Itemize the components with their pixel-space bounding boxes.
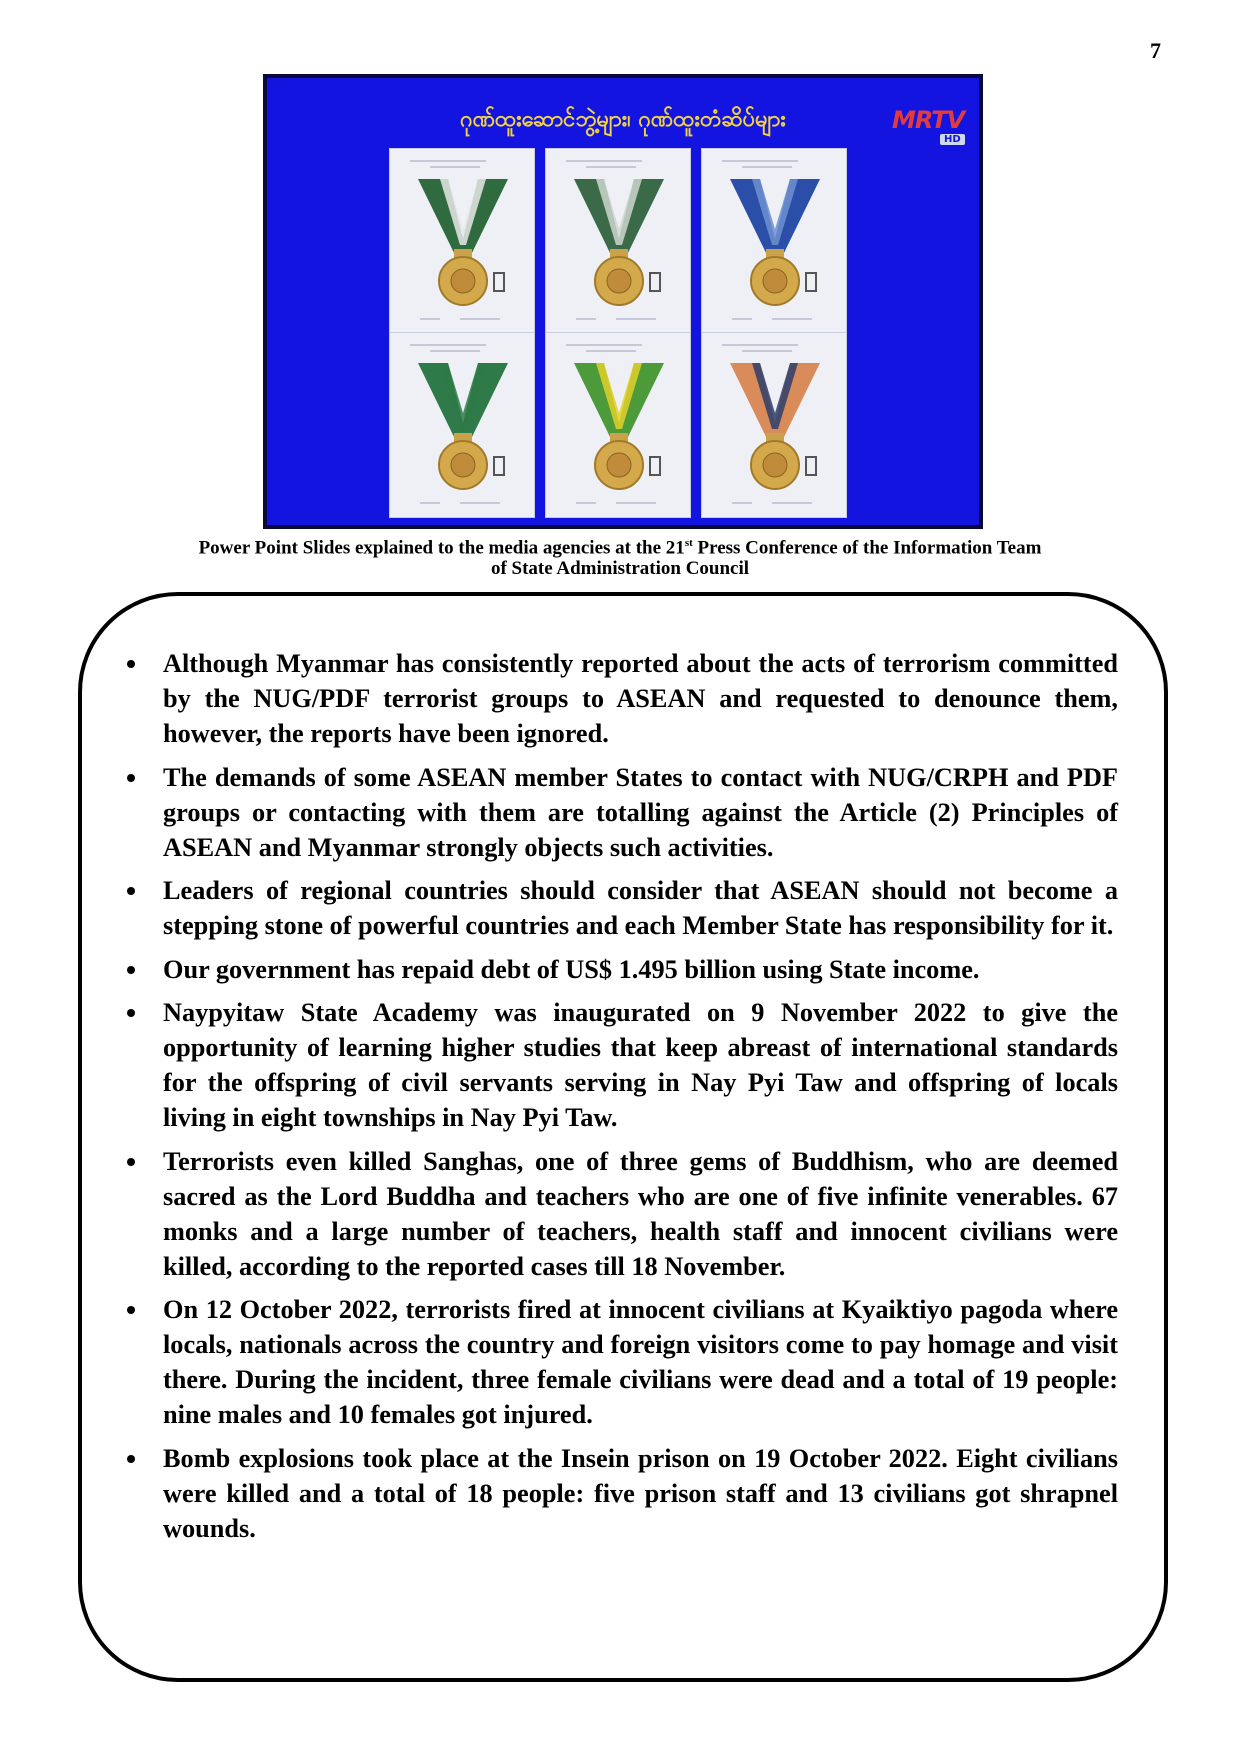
caption-text-cont: Press Conference of the Information Team: [692, 537, 1042, 559]
medal-card: [701, 332, 847, 518]
medal-icon: [546, 333, 692, 519]
caption-superscript: st: [684, 537, 693, 549]
medal-icon: [546, 149, 692, 335]
medal-card: [701, 148, 847, 334]
slide-title: ဂုဏ်ထူးဆောင်ဘွဲ့များ၊ ဂုဏ်ထူးတံဆိပ်များ: [460, 107, 786, 132]
list-item: On 12 October 2022, terrorists fired at innocent civilians at Kyaiktiyo pagoda where locals, nationals across the country and foreign visitors come to pay homage and visit there. During the incident, three female civilians were dead and a total of 19 people: nine males and 10 females got injured.: [163, 1292, 1118, 1432]
list-item: Bomb explosions took place at the Insein prison on 19 October 2022. Eight civilians were killed and a total of 18 people: five prison staff and 13 civilians got shrapnel wounds.: [163, 1441, 1118, 1546]
list-item: Our government has repaid debt of US$ 1.495 billion using State income.: [163, 952, 1118, 987]
slide-image: [263, 74, 983, 529]
medal-icon: [702, 333, 848, 519]
caption-text: Power Point Slides explained to the media agencies at the 21: [198, 537, 685, 559]
list-item: Although Myanmar has consistently reported about the acts of terrorism committed by the NUG/PDF terrorist groups to ASEAN and requested to denounce them, however, the reports have been ignored.: [163, 646, 1118, 751]
medal-icon: [390, 149, 536, 335]
list-item: Naypyitaw State Academy was inaugurated on 9 November 2022 to give the opportunity of learning higher studies that keep abreast of international standards for the offspring of civil servants serving in Nay Pyi Taw and offspring of locals living in eight townships in Nay Pyi Taw.: [163, 995, 1118, 1135]
page-number: 7: [1150, 38, 1161, 63]
list-item: Terrorists even killed Sanghas, one of three gems of Buddhism, who are deemed sacred as the Lord Buddha and teachers who are one of five infinite venerables. 67 monks and a large number of teachers, health staff and innocent civilians were killed, according to the reported cases till 18 November.: [163, 1144, 1118, 1284]
medal-card: [545, 148, 691, 334]
list-item: Leaders of regional countries should consider that ASEAN should not become a stepping stone of powerful countries and each Member State has responsibility for it.: [163, 873, 1118, 943]
logo-hd-badge: HD: [940, 134, 965, 145]
mrtv-logo: [892, 106, 972, 146]
caption-line-2: of State Administration Council: [490, 558, 750, 580]
medal-icon: [702, 149, 848, 335]
logo-text: MRTV: [892, 106, 965, 134]
medal-icon: [390, 333, 536, 519]
list-item: The demands of some ASEAN member States to contact with NUG/CRPH and PDF groups or contacting with them are totalling against the Article (2) Principles of ASEAN and Myanmar strongly objects such activities.: [163, 760, 1118, 865]
bullet-list: [163, 646, 1118, 1554]
medal-card: [389, 148, 535, 334]
medal-card: [545, 332, 691, 518]
medal-card: [389, 332, 535, 518]
image-caption: [140, 533, 1100, 579]
